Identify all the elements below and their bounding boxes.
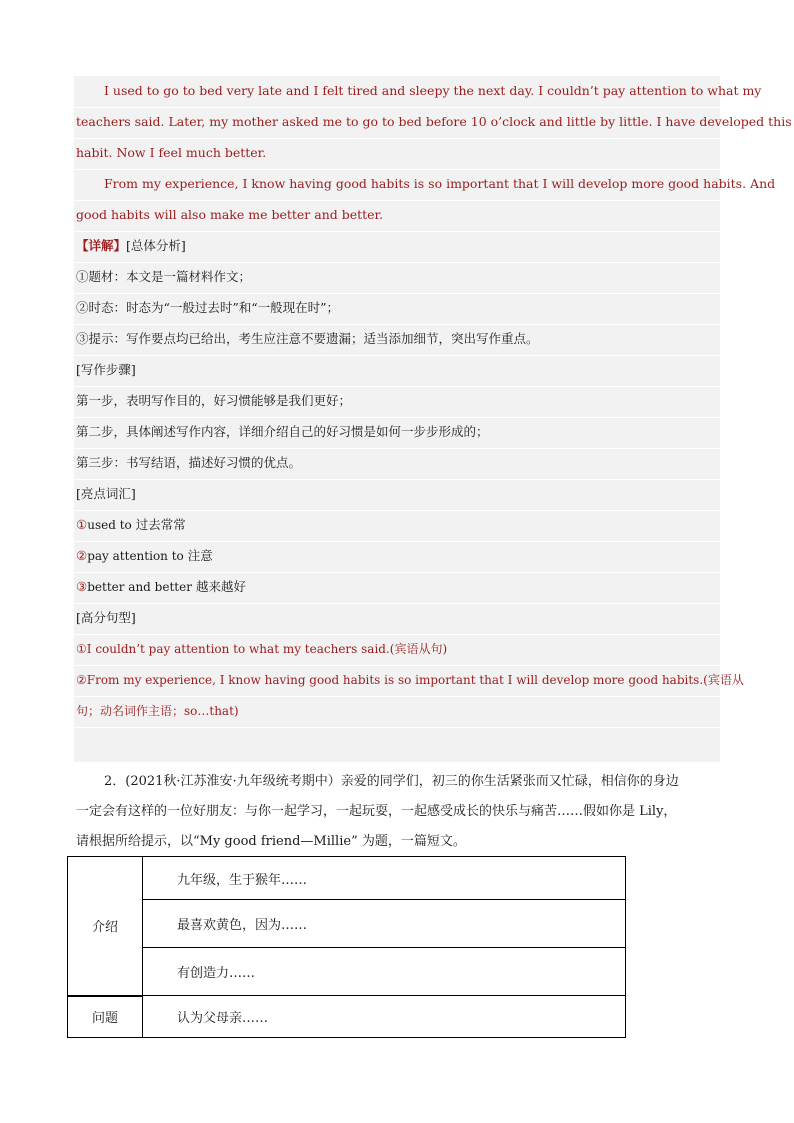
- row-separator: [74, 262, 720, 263]
- vocab-english: used to: [87, 518, 132, 532]
- vocab-item: [76, 578, 246, 596]
- overall-heading: [总体分析]: [126, 238, 186, 253]
- row-separator: [74, 231, 720, 232]
- vocab-chinese: 过去常常: [135, 517, 186, 532]
- row-separator: [74, 293, 720, 294]
- row-separator: [74, 665, 720, 666]
- row-separator: [74, 603, 720, 604]
- row-separator: [74, 572, 720, 573]
- analysis-heading: [76, 237, 186, 255]
- sentence-2-line-2: 句；动名词作主语；so…that): [76, 704, 239, 718]
- steps-heading: [写作步骤]: [76, 362, 136, 377]
- step-3: 第三步：书写结语，描述好习惯的优点。: [76, 455, 302, 470]
- sentences-heading: [高分句型]: [76, 610, 136, 625]
- essay-paragraph-1-line-2: teachers said. Later, my mother asked me to go to bed before 10 o’clock and little by little. I have developed this: [76, 114, 792, 129]
- intro-label: 介绍: [68, 857, 143, 996]
- problem-label: 问题: [68, 996, 143, 1038]
- row-separator: [74, 107, 720, 108]
- essay-paragraph-1-line-3: habit. Now I feel much better.: [76, 145, 267, 160]
- problem-item: 认为父母亲……: [143, 996, 626, 1038]
- intro-item: 九年级，生于猴年……: [143, 857, 626, 900]
- vocab-english: pay attention to: [87, 549, 184, 563]
- row-separator: [74, 355, 720, 356]
- row-separator: [74, 510, 720, 511]
- vocab-heading: [亮点词汇]: [76, 486, 136, 501]
- row-separator: [74, 138, 720, 139]
- hint-table: [67, 856, 626, 1038]
- row-separator: [74, 634, 720, 635]
- question-line-1: 2．(2021秋·江苏淮安·九年级统考期中）亲爱的同学们，初三的你生活紧张而又忙碌，相信你的身边: [104, 774, 679, 789]
- vocab-item: [76, 547, 213, 565]
- sentence-1: ①I couldn’t pay attention to what my teachers said.(宾语从句): [76, 642, 448, 656]
- row-separator: [74, 541, 720, 542]
- essay-paragraph-2-line-2: good habits will also make me better and better.: [76, 207, 384, 222]
- row-separator: [74, 479, 720, 480]
- vocab-number: ①: [76, 517, 88, 532]
- analysis-topic: ①题材：本文是一篇材料作文；: [76, 269, 252, 284]
- intro-item: 有创造力……: [143, 948, 626, 996]
- question-line-2: 一定会有这样的一位好朋友：与你一起学习，一起玩耍，一起感受成长的快乐与痛苦……假如你是 Lily，: [76, 804, 677, 819]
- vocab-english: better and better: [87, 580, 192, 594]
- vocab-item: [76, 516, 186, 534]
- essay-paragraph-1-line-1: I used to go to bed very late and I felt tired and sleepy the next day. I couldn’t pay attention to what my: [104, 83, 762, 98]
- vocab-number: ②: [76, 548, 88, 563]
- row-separator: [74, 200, 720, 201]
- intro-item: 最喜欢黄色，因为……: [143, 900, 626, 948]
- vocab-chinese: 注意: [187, 548, 213, 563]
- row-separator: [74, 696, 720, 697]
- essay-paragraph-2-line-1: From my experience, I know having good habits is so important that I will develop more good habits. And: [104, 176, 776, 191]
- row-separator: [74, 417, 720, 418]
- analysis-tense: ②时态：时态为“一般过去时”和“一般现在时”；: [76, 300, 340, 315]
- question-line-3: 请根据所给提示，以“My good friend—Millie” 为题，一篇短文。: [76, 834, 466, 849]
- detail-tag: 【详解】: [76, 238, 127, 253]
- analysis-tips: ③提示：写作要点均已给出，考生应注意不要遗漏；适当添加细节，突出写作重点。: [76, 331, 539, 346]
- row-separator: [74, 324, 720, 325]
- row-separator: [74, 448, 720, 449]
- row-separator: [74, 169, 720, 170]
- sentence-2-line-1: ②From my experience, I know having good habits is so important that I will develop more good habits.(宾语从: [76, 673, 744, 687]
- row-separator: [74, 727, 720, 728]
- step-2: 第二步，具体阐述写作内容，详细介绍自己的好习惯是如何一步步形成的；: [76, 424, 489, 439]
- step-1: 第一步，表明写作目的，好习惯能够是我们更好；: [76, 393, 352, 408]
- vocab-number: ③: [76, 579, 88, 594]
- vocab-chinese: 越来越好: [195, 579, 246, 594]
- row-separator: [74, 386, 720, 387]
